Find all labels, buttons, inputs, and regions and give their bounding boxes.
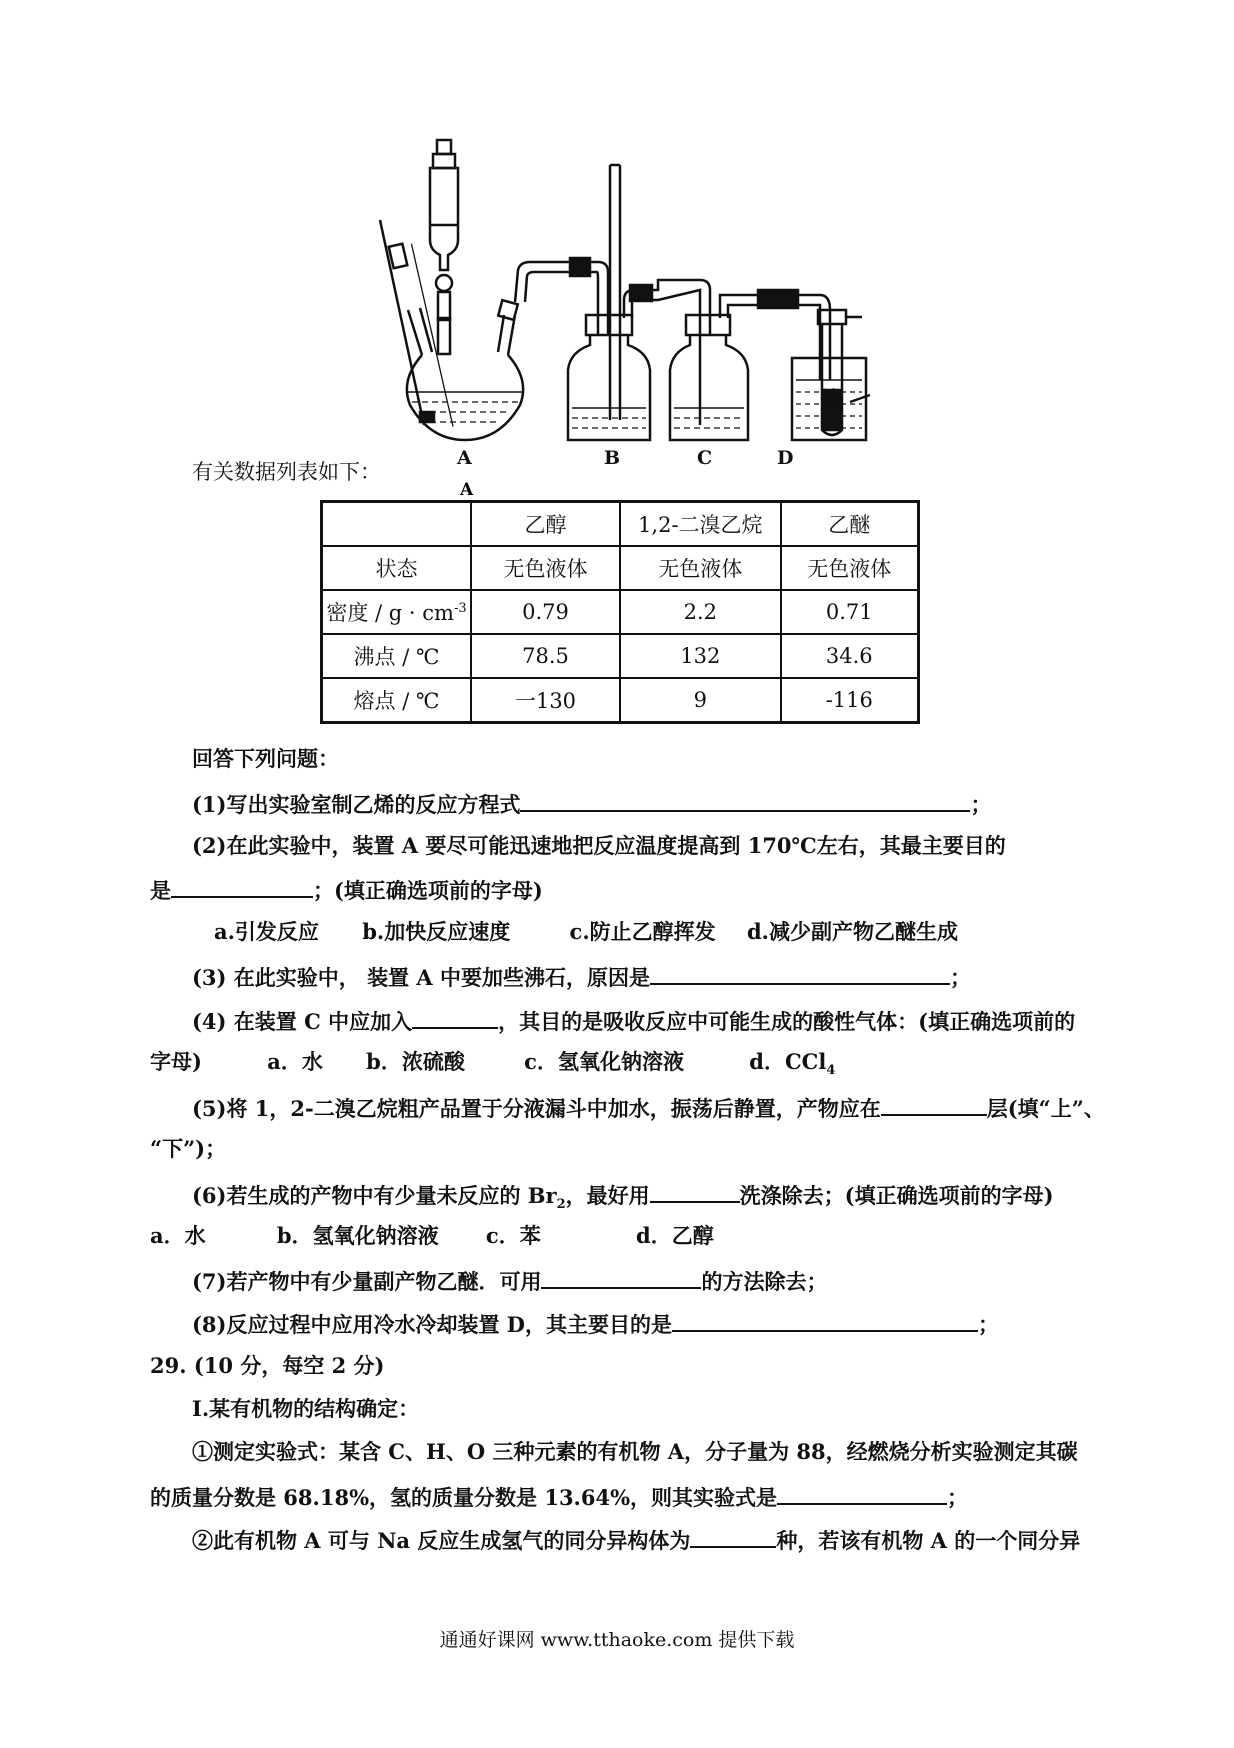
question-2-line2: 是 ；(填正确选项前的字母)	[150, 874, 543, 905]
label-d: D	[777, 447, 794, 469]
table-header-cell: 乙醇	[471, 502, 620, 547]
answer-blank	[672, 1308, 978, 1332]
label-b: B	[604, 447, 621, 469]
answer-blank	[690, 1524, 776, 1548]
answer-intro: 回答下列问题：	[192, 746, 339, 771]
question-6: (6)若生成的产物中有少量未反应的 $Br_2$，最好用 洗涤除去；(填正确选项前的字母)	[192, 1179, 1054, 1219]
question-6-options: a．水 b．氢氧化钠溶液 c．苯 d．乙醇	[150, 1223, 714, 1248]
table-cell: 9	[620, 678, 781, 723]
answer-blank	[541, 1265, 701, 1289]
table-cell: 无色液体	[781, 546, 919, 590]
table-row	[322, 678, 919, 723]
question-29-title: 29. (10 分，每空 2 分)	[150, 1353, 385, 1378]
question-2-line1: (2)在此实验中，装置 A 要尽可能迅速地把反应温度提高到 170℃左右，其最主要目的	[192, 833, 1006, 858]
table-cell: 0.79	[471, 590, 620, 634]
table-cell: 一130	[471, 678, 620, 723]
table-header-cell: 1,2-二溴乙烷	[620, 502, 781, 547]
table-cell: 34.6	[781, 634, 919, 678]
label-a: A	[460, 480, 474, 500]
table-cell: 78.5	[471, 634, 620, 678]
question-8: (8)反应过程中应用冷水冷却装置 D，其主要目的是 ；	[192, 1308, 999, 1339]
label-bromine: 溴	[822, 387, 842, 409]
question-1: (1)写出实验室制乙烯的反应方程式 ；	[192, 788, 991, 819]
table-cell: 无色液体	[471, 546, 620, 590]
answer-blank	[171, 874, 313, 898]
answer-blank	[777, 1481, 947, 1505]
thermometer	[380, 220, 424, 425]
question-3: (3) 在此实验中， 装置 A 中要加些沸石，原因是 ；	[192, 961, 971, 992]
table-cell: 0.71	[781, 590, 919, 634]
table-header-row	[322, 502, 919, 547]
table-header-cell	[322, 502, 471, 547]
question-2-options: a.引发反应 b.加快反应速度 c.防止乙醇挥发 d.减少副产物乙醚生成	[214, 919, 958, 944]
table-cell: 2.2	[620, 590, 781, 634]
question-29-part1-line2: 的质量分数是 68.18%，氢的质量分数是 13.64%，则其实验式是 ；	[150, 1481, 968, 1512]
label-c: C	[697, 447, 713, 469]
question-4: (4) 在装置 C 中应加入 ，其目的是吸收反应中可能生成的酸性气体：(填正确选项前的	[192, 1005, 1075, 1036]
table-row	[322, 546, 919, 590]
separatory-funnel	[430, 168, 458, 270]
answer-blank	[412, 1005, 498, 1029]
row-label: 熔点 / ℃	[322, 678, 471, 723]
table-intro: 有关数据列表如下：	[192, 460, 381, 484]
label-a: A	[457, 447, 472, 469]
table-cell: 无色液体	[620, 546, 781, 590]
flask-a	[407, 355, 523, 440]
question-29-part2: ②此有机物 A 可与 Na 反应生成氢气的同分异构体为 种，若该有机物 A 的一个同分异	[192, 1524, 1080, 1555]
question-5: (5)将 1，2-二溴乙烷粗产品置于分液漏斗中加水，振荡后静置，产物应在 层(填“上”、	[192, 1092, 1105, 1123]
apparatus-diagram	[400, 140, 880, 500]
answer-blank	[881, 1092, 987, 1116]
page-footer: 通通好课网 www.tthaoke.com 提供下载	[439, 1629, 795, 1651]
row-label: 沸点 / ℃	[322, 634, 471, 678]
question-4-options: 字母) a．水 b．浓硫酸 c．氢氧化钠溶液 d．CCl$_4$	[150, 1049, 836, 1079]
answer-blank	[520, 788, 970, 812]
question-7: (7)若产物中有少量副产物乙醚．可用 的方法除去；	[192, 1265, 827, 1296]
answer-blank	[650, 1179, 740, 1203]
table-row	[322, 590, 919, 634]
bottle-c-stopper	[686, 315, 730, 335]
data-table	[320, 500, 920, 724]
row-label: 密度 / $g \cdot cm^{-3}$	[322, 590, 471, 634]
question-29-subtitle: Ⅰ.某有机物的结构确定：	[192, 1396, 420, 1421]
table-header-cell: 乙醚	[781, 502, 919, 547]
question-5-line2: “下”)；	[150, 1136, 227, 1161]
table-cell: -116	[781, 678, 919, 723]
table-row	[322, 634, 919, 678]
funnel-stopper	[437, 140, 451, 154]
answer-blank	[650, 961, 950, 985]
question-29-part1-line1: ①测定实验式：某含 C、H、O 三种元素的有机物 A，分子量为 88，经燃烧分析实验测定其碳	[192, 1439, 1078, 1464]
table-cell: 132	[620, 634, 781, 678]
bottle-c	[670, 335, 748, 440]
row-label: 状态	[322, 546, 471, 590]
funnel-stopcock	[436, 275, 452, 291]
